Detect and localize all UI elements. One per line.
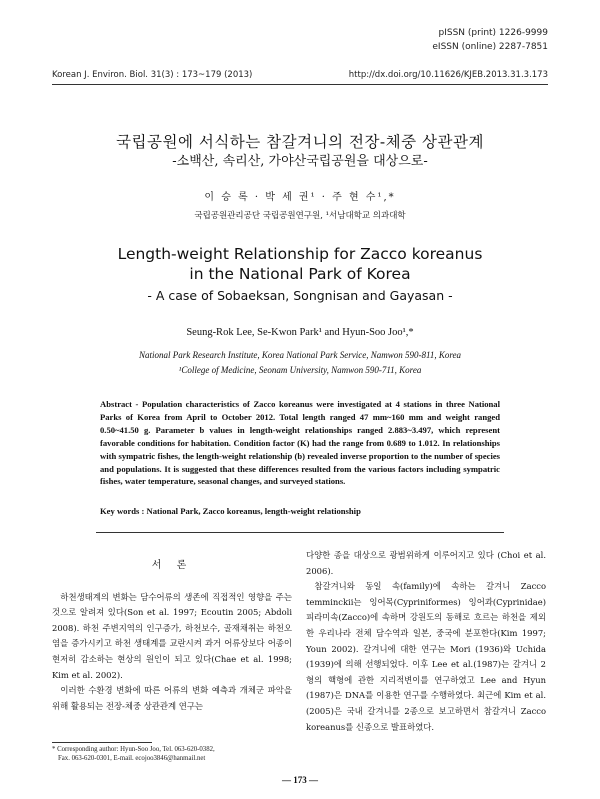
- korean-authors: 이 승 록 · 박 세 권¹ · 주 현 수¹,*: [204, 192, 396, 203]
- page-number: — 173 —: [282, 775, 318, 785]
- footnote-line-1: * Corresponding author: Hyun-Soo Joo, Tel. 063-620-0382,: [52, 746, 215, 753]
- english-title-line1: Length-weight Relationship for Zacco koreanus: [117, 245, 483, 263]
- section-heading: 서 론: [151, 560, 193, 571]
- footnote-rule: [52, 742, 152, 743]
- english-affiliation-2: ¹College of Medicine, Seonam University, Namwon 590-711, Korea: [178, 365, 422, 375]
- english-subtitle: - A case of Sobaeksan, Songnisan and Gayasan -: [147, 288, 453, 303]
- header-rule: [52, 84, 548, 85]
- right-column: [306, 548, 546, 735]
- eissn: eISSN (online) 2287-7851: [432, 42, 548, 52]
- body-paragraph: 이러한 수환경 변화에 따른 어류의 변화 예측과 개체군 파악을 위해 활용되는 전장-체중 상관관계 연구는: [52, 685, 292, 711]
- korean-affiliation: 국립공원관리공단 국립공원연구원, ¹서남대학교 의과대학: [194, 211, 406, 221]
- left-column: [52, 548, 292, 714]
- abstract-rule: [96, 532, 504, 533]
- footnote-line-2: Fax. 063-620-0301, E-mail. ecojoo3846@hanmail.net: [58, 755, 206, 762]
- korean-subtitle: -소백산, 속리산, 가야산국립공원을 대상으로-: [172, 154, 428, 169]
- footnote: [52, 745, 302, 763]
- english-authors: Seung-Rok Lee, Se-Kwon Park¹ and Hyun-Soo Joo¹,*: [186, 327, 414, 338]
- body-paragraph: 하천생태계의 변화는 담수어류의 생존에 직접적인 영향을 주는 것으로 알려져 있다(Son et al. 1997; Ecoutin 2005; Abdoli 2008). 하천 주변지역의 인구증가, 하천보수, 골재채취는 하천오염을 증가시키고 하천 생태계를 교란시켜 과거 어류상보다 어종이 현저히 감소하는 현상의 원인이 되고 있다(Chae et al. 1998; Kim et al. 2002).: [52, 591, 292, 680]
- english-affiliation-1: National Park Research Institute, Korea National Park Service, Namwon 590-811, Korea: [138, 350, 462, 360]
- english-title-line2: in the National Park of Korea: [189, 265, 411, 283]
- pissn: pISSN (print) 1226-9999: [438, 28, 548, 38]
- journal-reference: Korean J. Environ. Biol. 31(3) : 173~179 (2013): [52, 70, 253, 80]
- keywords: Key words : National Park, Zacco koreanus, length-weight relationship: [100, 506, 361, 516]
- abstract: Abstract - Population characteristics of Zacco koreanus were investigated at 4 stations in three National Parks of Korea from April to October 2012. Total length ranged 47 mm~160 mm and weight ranged 0.50~41.50 g. Parameter b values in length-weight relationships ranged 2.883~3.497, which represent favorable conditions for habitation. Condition factor (K) had the range from 0.689 to 1.012. In relationships with sympatric fishes, the length-weight relationship (b) revealed inverse proportion to the number of species and populations. It is suggested that these differences resulted from the various factors including sympatric fishes, water temperature, seasonal changes, and surveyed stations.: [100, 399, 500, 487]
- korean-title: 국립공원에 서식하는 참갈겨니의 전장-체중 상관관계: [116, 133, 484, 151]
- doi-link[interactable]: http://dx.doi.org/10.11626/KJEB.2013.31.3.173: [348, 70, 548, 80]
- english-affiliations: [52, 348, 548, 378]
- body-paragraph: 참갈겨니와 동일 속(family)에 속하는 갈겨니 Zacco temminckii는 잉어목(Cypriniformes) 잉어과(Cyprinidae) 피라미속(Zacco)에 속하며 강원도의 동해로 흐르는 하천을 제외한 우리나라 전체 담수역과 일본, 중국에 분포한다(Kim 1997; Youn 2002). 갈겨니에 대한 연구는 Mori (1936)와 Uchida (1939)에 의해 선행되었다. 이후 Lee et al.(1987)는 갈겨니 2형의 핵형에 관한 지리적변이를 연구하였고 Lee and Hyun (1987)은 DNA를 이용한 연구를 수행하였다. 최근에 Kim et al. (2005)은 국내 갈겨니를 2종으로 보고하면서 참갈겨니 Zacco koreanus를 신종으로 발표하였다.: [306, 581, 546, 732]
- body-paragraph: 다양한 종을 대상으로 광범위하게 이루어지고 있다 (Choi et al. 2006).: [306, 550, 546, 576]
- issn-block: [432, 26, 548, 54]
- english-title: [52, 244, 548, 284]
